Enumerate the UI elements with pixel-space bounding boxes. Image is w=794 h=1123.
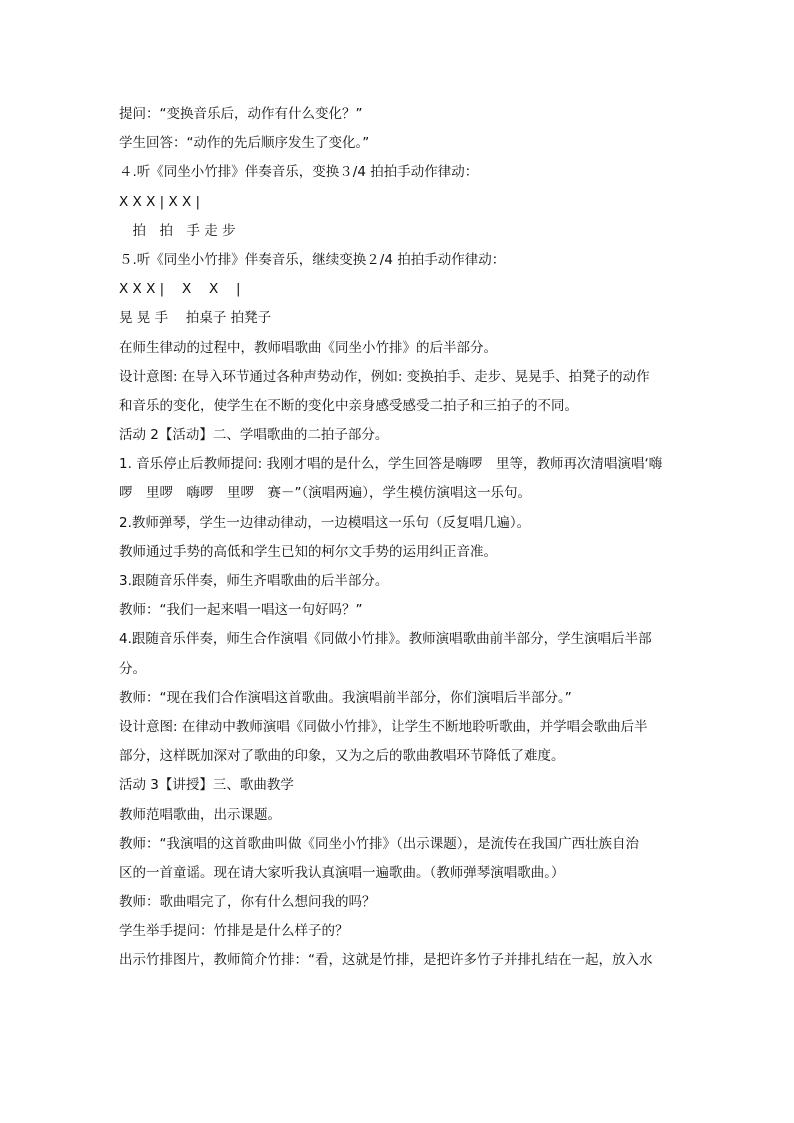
- text-line: 提问：“变换音乐后，动作有什么变化？”: [119, 106, 363, 122]
- text-line: 和音乐的变化，使学生在不断的变化中亲身感受感受二拍子和三拍子的不同。: [119, 397, 578, 414]
- text-line: 3.跟随音乐伴奏，师生齐唱歌曲的后半部分。: [119, 573, 389, 589]
- rhythm-lyrics: 晃 晃 手 拍桌子 拍凳子: [119, 310, 272, 327]
- text-line: 出示竹排图片，教师简介竹排：“看，这就是竹排，是把许多竹子并排扎结在一起，放入水: [119, 952, 653, 969]
- text-line: 教师：“我演唱的这首歌曲叫做《同坐小竹排》（出示课题），是流传在我国广西壮族自治: [119, 835, 639, 852]
- text-line: ４.听《同坐小竹排》伴奏音乐，变换３/4 拍拍手动作律动：: [119, 164, 479, 181]
- text-line: 教师：“现在我们合作演唱这首歌曲。我演唱前半部分，你们演唱后半部分。”: [119, 689, 572, 706]
- text-line: 教师通过手势的高低和学生已知的柯尔文手势的运用纠正音准。: [119, 543, 497, 560]
- section-heading: 活动 3【讲授】三、歌曲教学: [119, 777, 294, 794]
- text-line: 区的一首童谣。现在请大家听我认真演唱一遍歌曲。（教师弹琴演唱歌曲。）: [119, 864, 565, 881]
- text-line: 2.教师弹琴，学生一边律动律动，一边模唱这一乐句（反复唱几遍）。: [119, 514, 531, 531]
- text-line: 教师：“我们一起来唱一唱这一句好吗？”: [119, 602, 363, 619]
- text-line: 教师：歌曲唱完了，你有什么想问我的吗？: [119, 894, 376, 911]
- rhythm-notation: X X X | X X |: [119, 193, 201, 210]
- text-line: 学生回答：“动作的先后顺序发生了变化。”: [119, 135, 370, 152]
- text-line: 在师生律动的过程中，教师唱歌曲《同坐小竹排》的后半部分。: [119, 339, 497, 356]
- rhythm-notation: X X X | X X |: [119, 281, 241, 298]
- text-line: 啰 里啰 嗨啰 里啰 赛－”（演唱两遍），学生模仿演唱这一乐句。: [119, 485, 531, 502]
- text-line: ５.听《同坐小竹排》伴奏音乐，继续变换２/4 拍拍手动作律动：: [119, 251, 506, 268]
- section-heading: 活动 2【活动】二、学唱歌曲的二拍子部分。: [119, 427, 389, 444]
- document-body: [119, 100, 679, 976]
- text-line: 4.跟随音乐伴奏，师生合作演唱《同做小竹排》。教师演唱歌曲前半部分，学生演唱后半部: [119, 631, 652, 648]
- text-line: 教师范唱歌曲，出示课题。: [119, 806, 281, 823]
- text-line: 学生举手提问：竹排是是什么样子的？: [119, 923, 349, 940]
- text-line: 部分，这样既加深对了歌曲的印象，又为之后的歌曲教唱环节降低了难度。: [119, 748, 565, 765]
- rhythm-lyrics: 拍 拍 手 走 步: [119, 222, 236, 239]
- text-line: 分。: [119, 660, 146, 677]
- text-line: 设计意图: 在导入环节通过各种声势动作，例如: 变换拍手、走步、晃晃手、拍凳子的动作: [119, 368, 650, 385]
- text-line: 1. 音乐停止后教师提问: 我刚才唱的是什么，学生回答是嗨啰 里等，教师再次清唱演唱‘嗨: [119, 456, 663, 473]
- text-line: 设计意图: 在律动中教师演唱《同做小竹排》，让学生不断地聆听歌曲，并学唱会歌曲后半: [119, 718, 648, 735]
